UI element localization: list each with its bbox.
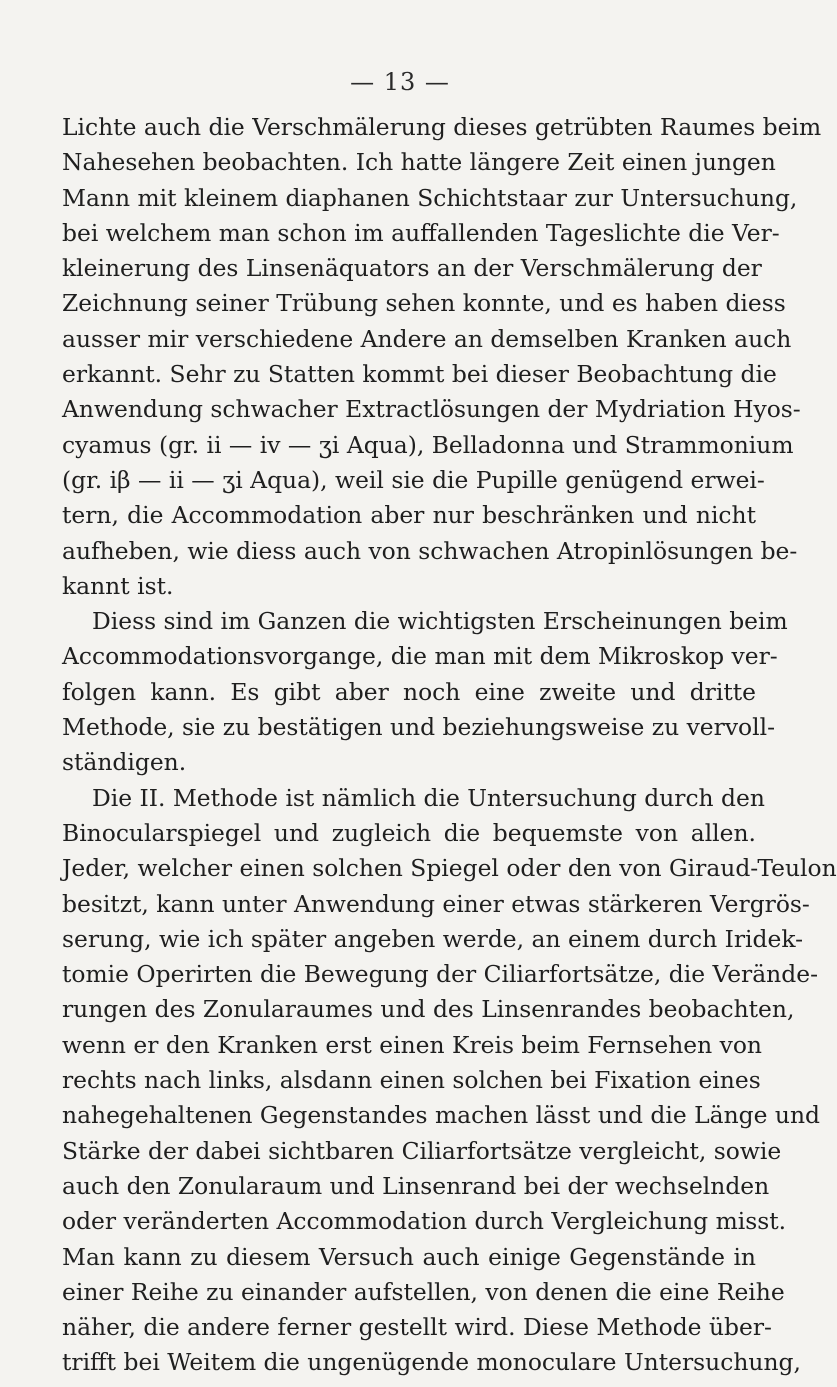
text-line: Zeichnung seiner Trübung sehen konnte, und es haben diess — [62, 289, 786, 318]
text-line: kannt ist. — [62, 571, 174, 600]
text-line: erkannt. Sehr zu Statten kommt bei dieser Beobachtung die — [62, 360, 777, 389]
text-line: ausser mir verschiedene Andere an demselben Kranken auch — [62, 324, 792, 353]
text-line: tomie Operirten die Bewegung der Ciliarfortsätze, die Verände- — [62, 960, 818, 989]
page-number: — 13 — — [350, 68, 450, 96]
text-line: Man kann zu diesem Versuch auch einige Gegenstände in — [62, 1242, 756, 1271]
text-line: Lichte auch die Verschmälerung dieses getrübten Raumes beim — [62, 113, 822, 141]
text-line: Methode, sie zu bestätigen und beziehungsweise zu vervoll- — [62, 713, 775, 742]
text-line: auch den Zonularaum und Linsenrand bei der wechselnden — [62, 1171, 770, 1200]
text-line: trifft bei Weitem die ungenügende monoculare Untersuchung, — [62, 1348, 801, 1377]
text-line: tern, die Accommodation aber nur beschränken und nicht — [62, 501, 756, 530]
text-line: besitzt, kann unter Anwendung einer etwas stärkeren Vergrös- — [62, 889, 810, 918]
text-line: Diess sind im Ganzen die wichtigsten Erscheinungen beim — [92, 607, 788, 636]
text-line: Die II. Methode ist nämlich die Untersuchung durch den — [92, 783, 765, 812]
text-line: wenn er den Kranken erst einen Kreis beim Fernsehen von — [62, 1030, 762, 1059]
text-line: Mann mit kleinem diaphanen Schichtstaar zur Untersuchung, — [62, 183, 798, 212]
text-line: Jeder, welcher einen solchen Spiegel oder den von Giraud-Teulon — [62, 854, 837, 883]
text-line: oder veränderten Accommodation durch Vergleichung misst. — [62, 1207, 787, 1236]
text-line: Binocularspiegel und zugleich die bequemste von allen. — [62, 818, 756, 847]
text-line: Anwendung schwacher Extractlösungen der Mydriation Hyos- — [62, 395, 801, 424]
text-line: rechts nach links, alsdann einen solchen bei Fixation eines — [62, 1066, 761, 1095]
paragraph-1 — [62, 110, 822, 604]
paragraph-3 — [62, 781, 837, 1381]
text-line: Accommodationsvorgange, die man mit dem Mikroskop ver- — [62, 642, 778, 671]
text-line: Stärke der dabei sichtbaren Ciliarfortsätze vergleicht, sowie — [62, 1136, 782, 1165]
text-line: rungen des Zonularaumes und des Linsenrandes beobachten, — [62, 995, 795, 1024]
text-line: ständigen. — [62, 748, 187, 777]
text-line: kleinerung des Linsenäquators an der Verschmälerung der — [62, 254, 762, 283]
text-line: (gr. iβ — ii — ʒi Aqua), weil sie die Pupille genügend erwei- — [62, 465, 765, 494]
text-line: folgen kann. Es gibt aber noch eine zweite und dritte — [62, 677, 756, 706]
text-line: näher, die andere ferner gestellt wird. Diese Methode über- — [62, 1313, 772, 1342]
text-line: Nahesehen beobachten. Ich hatte längere Zeit einen jungen — [62, 148, 776, 177]
text-line: nahegehaltenen Gegenstandes machen lässt und die Länge und — [62, 1101, 821, 1130]
text-line: cyamus (gr. ii — iv — ʒi Aqua), Belladonna und Strammonium — [62, 430, 794, 459]
paragraph-2 — [62, 604, 788, 780]
text-line: einer Reihe zu einander aufstellen, von denen die eine Reihe — [62, 1277, 785, 1306]
body-text — [62, 110, 837, 1381]
text-line: serung, wie ich später angeben werde, an einem durch Iridek- — [62, 924, 804, 953]
text-line: bei welchem man schon im auffallenden Tageslichte die Ver- — [62, 218, 780, 247]
text-line: aufheben, wie diess auch von schwachen Atropinlösungen be- — [62, 536, 798, 565]
